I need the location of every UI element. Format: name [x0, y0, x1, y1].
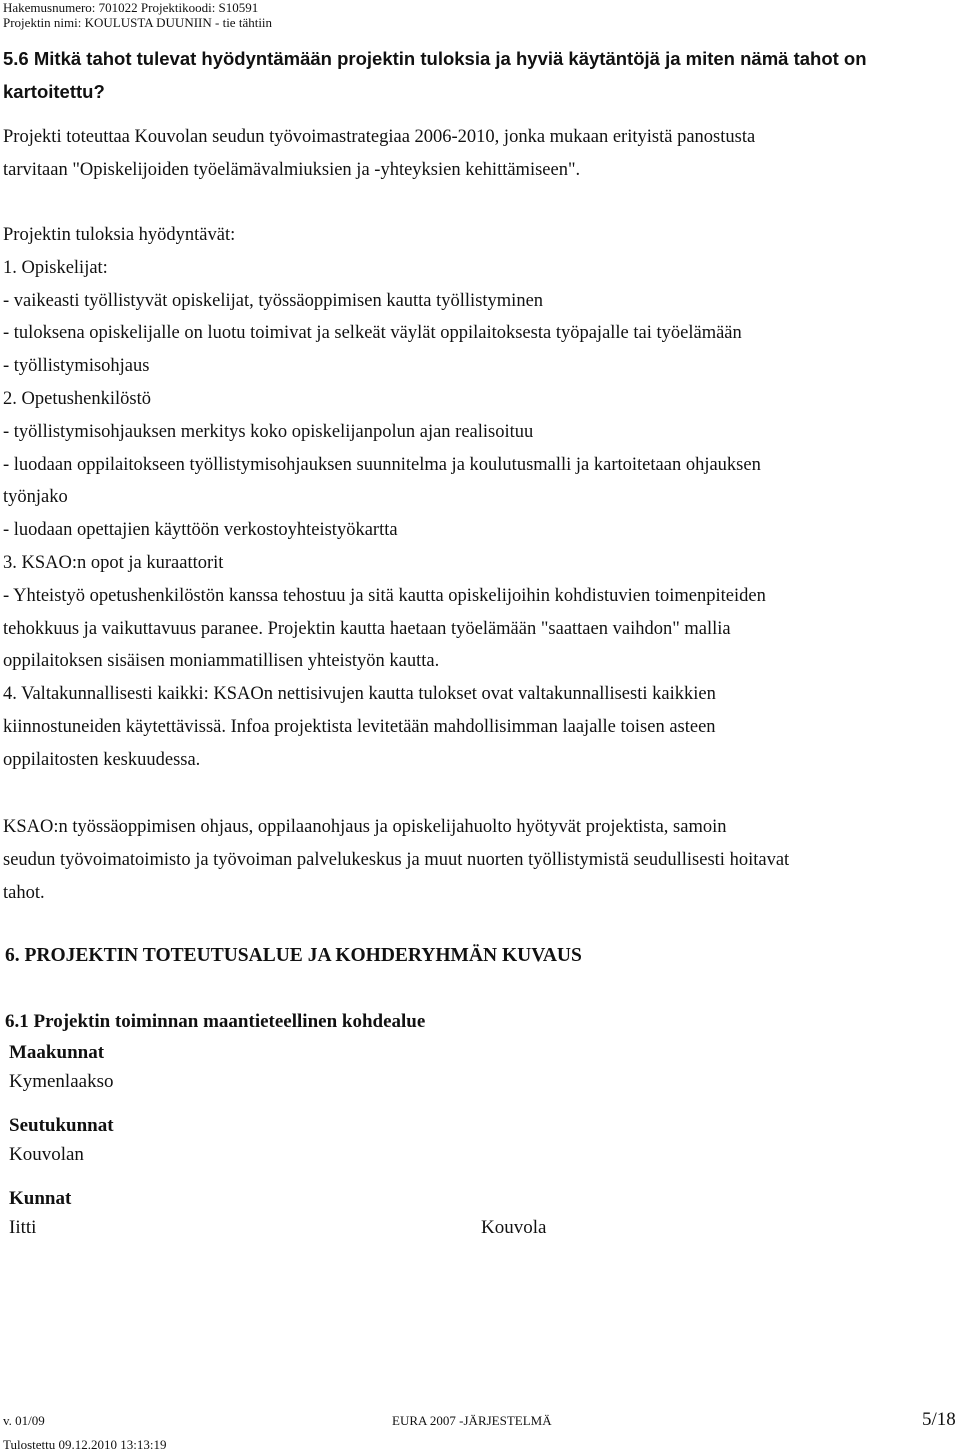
results-line: - luodaan opettajien käyttöön verkostoyhteistyökartta — [3, 520, 398, 541]
results-line: kiinnostuneiden käytettävissä. Infoa projektista levitetään mahdollisimman laajalle toisen asteen — [3, 716, 716, 737]
kunnat-label: Kunnat — [9, 1188, 72, 1209]
results-line: työnjako — [3, 487, 68, 508]
results-line: - työllistymisohjauksen merkitys koko opiskelijanpolun ajan realisoituu — [3, 421, 534, 442]
closing-paragraph — [3, 811, 953, 909]
maakunnat-value: Kymenlaakso — [9, 1071, 114, 1092]
results-line: - vaikeasti työllistyvät opiskelijat, työssäoppimisen kautta työllistyminen — [3, 290, 544, 311]
seutukunnat-label: Seutukunnat — [9, 1115, 114, 1136]
closing-line: seudun työvoimatoimisto ja työvoiman palvelukeskus ja muut nuorten työllistymistä seudullisesti hoitavat — [3, 849, 790, 870]
footer-system: EURA 2007 -JÄRJESTELMÄ — [392, 1413, 552, 1428]
footer-version: v. 01/09 — [3, 1413, 45, 1428]
intro-line: tarvitaan "Opiskelijoiden työelämävalmiuksien ja -yhteyksien kehittämiseen". — [3, 159, 581, 180]
maakunnat-label: Maakunnat — [9, 1042, 105, 1063]
results-line: oppilaitosten keskuudessa. — [3, 749, 201, 770]
results-line: 4. Valtakunnallisesti kaikki: KSAOn nettisivujen kautta tulokset ovat valtakunnallisesti kaikkien — [3, 684, 716, 705]
footer-printed-timestamp: Tulostettu 09.12.2010 13:13:19 — [3, 1437, 167, 1452]
results-line: Projektin tuloksia hyödyntävät: — [3, 225, 236, 245]
results-list — [3, 219, 953, 777]
results-line: - työllistymisohjaus — [3, 356, 150, 377]
results-line: 2. Opetushenkilöstö — [3, 388, 151, 409]
section-5-6-title-line-2: kartoitettu? — [3, 81, 105, 102]
results-line: tehokkuus ja vaikuttavuus paranee. Projektin kautta haetaan työelämään "saattaen vaihdon" mallia — [3, 618, 731, 639]
results-line: 1. Opiskelijat: — [3, 257, 108, 278]
header-project-name: Projektin nimi: KOULUSTA DUUNIIN - tie tähtiin — [3, 15, 273, 30]
closing-line: tahot. — [3, 882, 45, 903]
results-line: - Yhteistyö opetushenkilöstön kanssa tehostuu ja sitä kautta opiskelijoihin kohdistuvien toimenpiteiden — [3, 585, 766, 606]
kunnat-value-iitti: Iitti — [9, 1217, 37, 1238]
section-6-title: 6. PROJEKTIN TOTEUTUSALUE JA KOHDERYHMÄN KUVAUS — [5, 945, 582, 966]
header-application-number: Hakemusnumero: 701022 Projektikoodi: S10591 — [3, 0, 259, 15]
results-line: - luodaan oppilaitokseen työllistymisohjauksen suunnitelma ja koulutusmalli ja kartoitetaan ohjauksen — [3, 454, 761, 475]
footer-page-number: 5/18 — [922, 1409, 956, 1430]
section-5-6-title-line-1: 5.6 Mitkä tahot tulevat hyödyntämään projektin tuloksia ja hyviä käytäntöjä ja miten nämä tahot on — [3, 48, 867, 69]
section-6-1-title: 6.1 Projektin toiminnan maantieteellinen kohdealue — [5, 1011, 426, 1032]
results-line: - tuloksena opiskelijalle on luotu toimivat ja selkeät väylät oppilaitoksesta työpajalle tai työelämään — [3, 323, 742, 344]
kunnat-value-kouvola: Kouvola — [481, 1217, 547, 1238]
intro-paragraph — [3, 121, 953, 187]
seutukunnat-value: Kouvolan — [9, 1144, 84, 1165]
results-line: oppilaitoksen sisäisen moniammatillisen yhteistyön kautta. — [3, 651, 440, 672]
results-line: 3. KSAO:n opot ja kuraattorit — [3, 552, 224, 573]
intro-line: Projekti toteuttaa Kouvolan seudun työvoimastrategiaa 2006-2010, jonka mukaan erityistä panostusta — [3, 127, 756, 147]
closing-line: KSAO:n työssäoppimisen ohjaus, oppilaanohjaus ja opiskelijahuolto hyötyvät projektista, samoin — [3, 817, 727, 837]
